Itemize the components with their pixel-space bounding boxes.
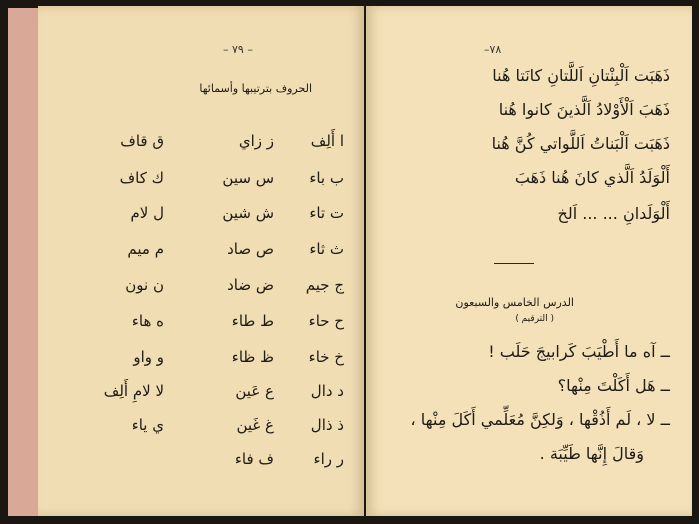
letter-entry: ط طاء (231, 312, 274, 330)
letter-entry: ص صاد (227, 240, 274, 258)
letter-entry: ز زاي (238, 132, 274, 150)
letter-entry: ن نون (125, 276, 164, 294)
letter-entry: س سين (222, 169, 274, 187)
letter-entry: و واو (133, 348, 164, 366)
letter-entry: ب باء (309, 169, 344, 187)
letter-entry: ع عَين (235, 382, 274, 400)
letter-entry: لا لامِ أَلِف (103, 382, 164, 400)
dialogue-line: ــ هَل أَكَلْتَ مِنْها؟ (557, 376, 670, 395)
letter-entry: م ميم (127, 240, 164, 258)
letter-entry: ر راء (313, 450, 344, 468)
letter-entry: خ خاء (308, 348, 344, 366)
letter-entry: ش شين (222, 204, 274, 222)
letter-entry: ف فاء (234, 450, 274, 468)
letter-entry: ض ضاد (227, 276, 274, 294)
dialogue-line: ــ آه ما أَطْيَبَ كَرابيجَ حَلَب ! (488, 342, 670, 361)
letter-entry: ج جيم (305, 276, 344, 294)
text-line: أَلْوَلَدُ اَلَّذي كانَ هُنا ذَهَبَ (514, 168, 670, 187)
letter-entry: ث ثاء (309, 240, 344, 258)
letter-entry: ق قاف (120, 132, 164, 150)
letter-entry: ذ ذال (310, 416, 344, 434)
text-line: أَلْوَلَدانِ ... ... اَلخ (557, 204, 670, 223)
left-page-number: – ٧٩ – (223, 43, 253, 56)
dialogue-line: وَقالَ إِنَّها طَيِّبَة . (539, 444, 644, 463)
letter-entry: ح حاء (308, 312, 344, 330)
lesson-title: الدرس الخامس والسبعون (455, 296, 574, 309)
letter-entry: ل لام (130, 204, 164, 222)
alphabet-title: الحروف بترتيبها وأسمائها (199, 82, 312, 95)
letter-entry: ا أَلِف (310, 132, 344, 150)
letter-entry: ي ياء (131, 416, 164, 434)
letter-entry: ظ ظاء (231, 348, 274, 366)
letter-entry: د دال (310, 382, 344, 400)
letter-entry: ت تاء (309, 204, 344, 222)
right-page-number: –٧٨ (484, 43, 502, 56)
left-page (38, 6, 364, 516)
right-page (366, 6, 692, 516)
section-divider (494, 263, 534, 264)
letter-entry: ه هاء (131, 312, 164, 330)
text-line: ذَهَبَت اَلْبِنْتانِ اَللَّتانِ كانَتا هُنا (492, 66, 670, 85)
dialogue-line: ــ لا ، لَم أَذُقْها ، وَلكِنَّ مُعَلِّمي أَكَلَ مِنْها ، (410, 410, 670, 429)
text-line: ذَهَبَت اَلْبَناتُ اَللَّواتي كُنَّ هُنا (491, 134, 670, 153)
text-line: ذَهَبَ اَلْأَوْلادُ اَلَّذينَ كانوا هُنا (498, 100, 670, 119)
letter-entry: ك كاف (119, 169, 164, 187)
lesson-subtitle: ( الترقيم ) (515, 314, 554, 324)
letter-entry: غ غَين (236, 416, 274, 434)
